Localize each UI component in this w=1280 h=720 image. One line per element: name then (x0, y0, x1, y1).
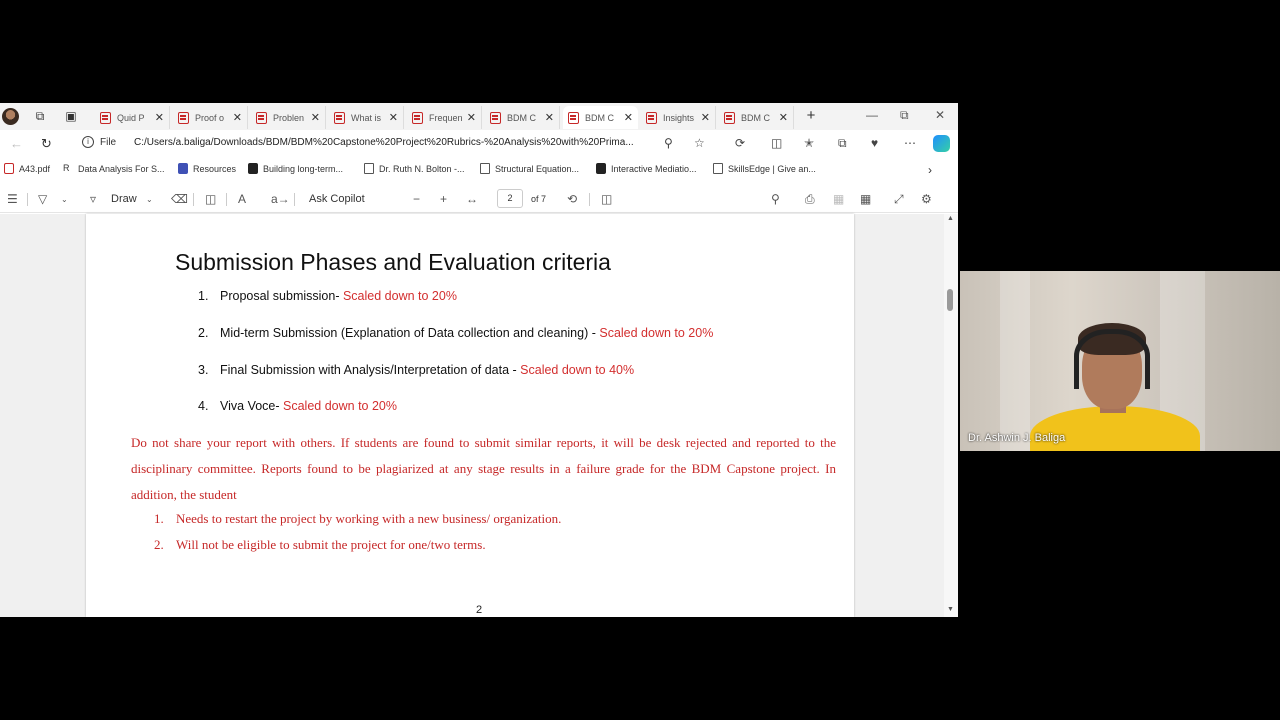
tab-4[interactable] (329, 106, 404, 129)
search-icon[interactable]: ⚲ (771, 192, 780, 206)
tab-8[interactable] (641, 106, 716, 129)
minimize-icon[interactable]: — (866, 108, 878, 122)
consequence-number: 1. (154, 511, 164, 526)
r-logo-icon: R (63, 163, 70, 173)
consequence-item (154, 511, 561, 527)
tab-1[interactable] (95, 106, 170, 129)
bookmark-label: Dr. Ruth N. Bolton -... (379, 163, 465, 174)
page-icon (713, 163, 723, 174)
pdf-icon (412, 112, 423, 124)
site-icon (596, 163, 606, 174)
pdf-viewer[interactable] (0, 214, 958, 617)
page-view-icon[interactable]: ◫ (601, 192, 613, 206)
bookmark-item[interactable] (178, 163, 236, 174)
pdf-icon (178, 112, 189, 124)
chevron-down-icon[interactable]: ⌄ (61, 195, 68, 204)
tab-label: BDM C (741, 112, 770, 123)
speaker-name: Dr. Ashwin J. Baliga (968, 432, 1066, 444)
phase-number: 1. (198, 289, 209, 303)
zoom-out-icon[interactable]: − (413, 192, 421, 206)
vertical-scrollbar[interactable] (944, 214, 958, 617)
tab-label: BDM C (585, 112, 614, 123)
draw-button[interactable]: Draw (111, 193, 137, 205)
scroll-thumb[interactable] (947, 289, 953, 311)
tab-label: Insights (663, 112, 695, 123)
browser-essentials-icon[interactable]: ♥ (871, 136, 879, 150)
profile-avatar[interactable] (2, 108, 19, 125)
phase-weight: Scaled down to 20% (342, 289, 457, 303)
consequence-item (154, 537, 486, 553)
phase-item (198, 289, 457, 303)
copilot-icon[interactable] (933, 135, 950, 152)
bookmark-item[interactable] (63, 163, 165, 174)
tab-label: BDM C (507, 112, 536, 123)
highlight-icon[interactable]: ▽ (38, 192, 48, 206)
pdf-icon (334, 112, 345, 124)
window-light (1000, 271, 1030, 451)
bookmark-label: Interactive Mediatio... (611, 163, 697, 174)
chevron-down-icon[interactable]: ⌄ (146, 195, 153, 204)
scheme-label: File (100, 137, 117, 148)
add-text-icon[interactable]: ◫ (205, 192, 217, 206)
close-tab-icon[interactable]: ✕ (310, 112, 320, 124)
page-title: Submission Phases and Evaluation criteria (175, 249, 611, 275)
phase-text: Mid-term Submission (Explanation of Data collection and cleaning) - (220, 326, 600, 340)
pdf-icon (100, 112, 111, 124)
tab-label: Problen (273, 112, 305, 123)
pdf-icon (568, 112, 579, 124)
save-icon[interactable]: ▦ (833, 192, 845, 206)
resources-icon (178, 163, 188, 174)
tab-6[interactable] (485, 106, 560, 129)
close-tab-icon[interactable]: ✕ (388, 112, 398, 124)
consequence-text: Needs to restart the project by working with a new business/ organization. (176, 511, 562, 526)
close-tab-icon[interactable]: ✕ (232, 112, 242, 124)
tab-label: Quid P (117, 112, 145, 123)
close-tab-icon[interactable]: ✕ (466, 112, 476, 124)
phase-number: 3. (198, 363, 209, 377)
back-icon[interactable]: ← (10, 136, 23, 151)
consequence-text: Will not be eligible to submit the project for one/two terms. (176, 537, 486, 552)
bookmark-item[interactable] (713, 163, 816, 174)
phase-item (198, 363, 634, 377)
zoom-icon[interactable]: ⚲ (664, 136, 673, 150)
plagiarism-warning: Do not share your report with others. If students are found to submit similar reports, it will be desk rejected and reported to the disciplinary committee. Reports found to be plagiarized at any stage results in a failure grade for the BDM Capstone project. In addition, the student (131, 435, 836, 502)
bookmark-item[interactable] (364, 163, 465, 174)
pdf-icon (724, 112, 735, 124)
phase-number: 2. (198, 326, 209, 340)
phase-item (198, 326, 713, 340)
tab-5[interactable] (407, 106, 482, 129)
page-footer-number: 2 (476, 604, 483, 616)
phase-weight: Scaled down to 40% (520, 363, 635, 377)
tab-2[interactable] (173, 106, 248, 129)
translate-icon[interactable]: a→ (271, 192, 290, 206)
divider (294, 193, 295, 206)
page-total: of 7 (531, 194, 547, 204)
zoom-in-icon[interactable]: + (440, 192, 448, 206)
favorite-star-icon[interactable]: ☆ (694, 136, 705, 150)
tab-strip (0, 103, 958, 130)
bookmark-item[interactable] (248, 163, 343, 174)
workspaces-icon[interactable]: ⧉ (35, 109, 45, 123)
restore-icon[interactable]: ⧉ (900, 108, 909, 122)
print-icon[interactable]: ⎙ (805, 192, 815, 206)
save-as-icon[interactable]: ▦ (860, 192, 872, 206)
bookmark-item[interactable] (480, 163, 579, 174)
contents-icon[interactable]: ☰ (7, 192, 18, 206)
gear-icon[interactable]: ⚙ (921, 192, 932, 206)
pdf-toolbar (0, 185, 958, 213)
phase-text: Viva Voce- (220, 399, 284, 413)
url-field[interactable]: C:/Users/a.baliga/Downloads/BDM/BDM%20Capstone%20Project%20Rubrics-%20Analysis%20with%20Prima... (134, 137, 634, 148)
new-tab-button[interactable]: + (806, 107, 816, 124)
site-icon (248, 163, 258, 174)
chevron-right-icon[interactable]: › (928, 163, 932, 177)
close-tab-icon[interactable]: ✕ (154, 112, 164, 124)
scroll-down-icon[interactable]: ▼ (947, 606, 954, 613)
read-aloud-icon[interactable]: A (238, 192, 247, 206)
tab-label: Proof o (195, 112, 225, 123)
speaker-video (960, 271, 1280, 451)
info-icon[interactable]: i (82, 136, 94, 148)
close-window-icon[interactable]: ✕ (935, 108, 946, 122)
extensions-icon[interactable]: ⟳ (735, 136, 746, 150)
rotate-icon[interactable]: ⟲ (567, 192, 578, 206)
address-bar-row (0, 130, 958, 157)
pdf-icon (256, 112, 267, 124)
draw-icon[interactable]: ▿ (90, 192, 97, 206)
close-tab-icon[interactable]: ✕ (778, 112, 788, 124)
pdf-icon (4, 163, 14, 174)
tab-3[interactable] (251, 106, 326, 129)
bookmark-label: Data Analysis For S... (78, 163, 165, 174)
bookmark-item[interactable] (596, 163, 697, 174)
phase-weight: Scaled down to 20% (283, 399, 397, 413)
bookmark-item[interactable] (4, 163, 50, 174)
divider (589, 193, 590, 206)
tab-7-active[interactable] (563, 106, 638, 129)
divider (193, 193, 194, 206)
page-icon (480, 163, 490, 174)
page-number-input[interactable]: 2 (497, 189, 523, 208)
favorites-icon[interactable]: ✭ (804, 136, 815, 150)
collections-icon[interactable]: ⧉ (838, 136, 847, 150)
tab-label: What is (351, 112, 382, 123)
ask-copilot-button[interactable]: Ask Copilot (309, 193, 365, 205)
refresh-icon[interactable]: ↻ (41, 136, 52, 151)
close-tab-icon[interactable]: ✕ (700, 112, 710, 124)
tab-actions-icon[interactable]: ▣ (65, 109, 77, 123)
bookmark-label: Resources (193, 163, 237, 174)
eraser-icon[interactable]: ⌫ (171, 192, 188, 206)
scroll-up-icon[interactable]: ▲ (947, 215, 954, 222)
pdf-icon (490, 112, 501, 124)
more-menu-icon[interactable]: ⋯ (904, 136, 916, 150)
consequence-number: 2. (154, 537, 164, 552)
pdf-page (86, 214, 854, 617)
bookmarks-bar (0, 158, 958, 182)
split-screen-icon[interactable]: ◫ (771, 136, 783, 150)
close-tab-icon[interactable]: ✕ (623, 112, 633, 124)
phase-text: Final Submission with Analysis/Interpretation of data - (220, 363, 521, 377)
close-tab-icon[interactable]: ✕ (544, 112, 554, 124)
browser-window (0, 103, 958, 617)
bookmark-label: A43.pdf (19, 163, 51, 174)
tab-label: Frequen (429, 112, 463, 123)
tab-9[interactable] (719, 106, 794, 129)
headset-icon (1074, 329, 1150, 389)
bookmark-label: Building long-term... (263, 163, 344, 174)
phase-item (198, 399, 397, 413)
fullscreen-icon[interactable]: ⤢ (894, 192, 904, 206)
page-icon (364, 163, 374, 174)
bookmark-label: Structural Equation... (495, 163, 580, 174)
fit-width-icon[interactable]: ↔ (466, 192, 478, 206)
bookmark-label: SkillsEdge | Give an... (728, 163, 816, 174)
phase-text: Proposal submission- (220, 289, 343, 303)
divider (226, 193, 227, 206)
phase-number: 4. (198, 399, 209, 413)
divider (27, 193, 28, 206)
pdf-icon (646, 112, 657, 124)
phase-weight: Scaled down to 20% (599, 326, 714, 340)
